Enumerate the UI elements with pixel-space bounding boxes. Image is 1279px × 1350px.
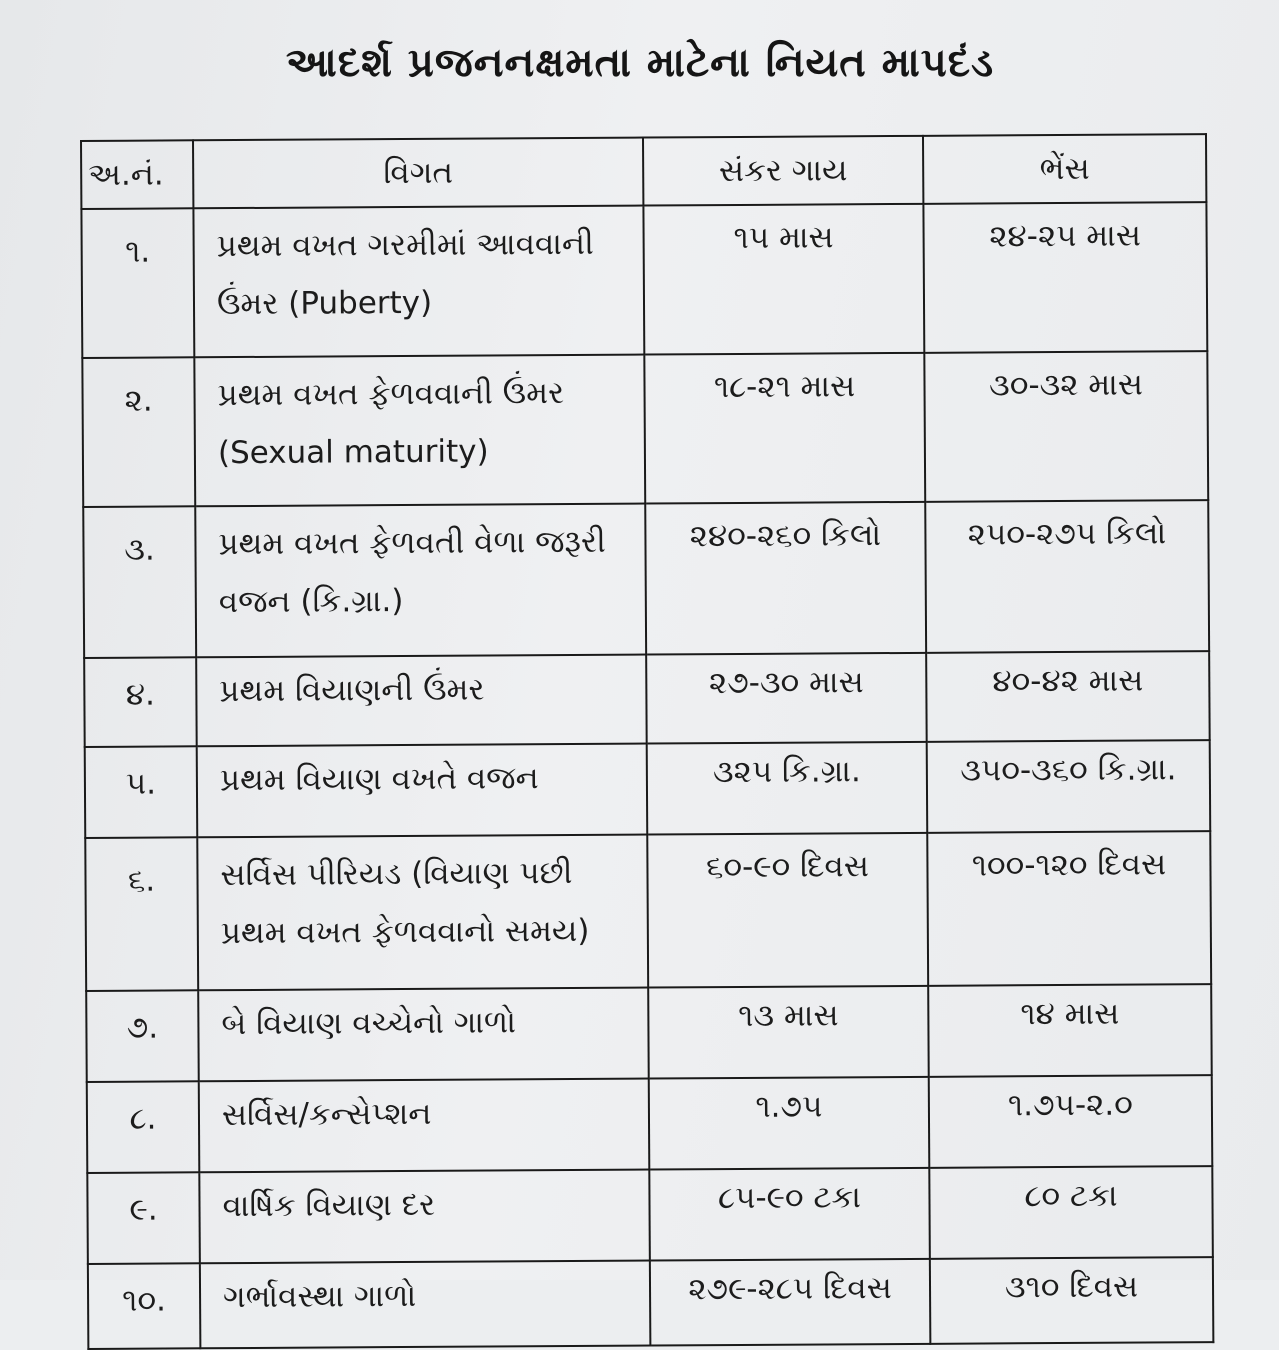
row-cow-value: ૨૭૯-૨૮૫ દિવસ [650,1259,931,1346]
row-number: ૮. [87,1081,200,1173]
row-number: ૪. [84,657,197,747]
table-row [83,500,1209,658]
row-detail: બે વિયાણ વચ્ચેનો ગાળો [198,988,649,1082]
row-cow-value: ૨૪૦-૨૬૦ કિલો [645,502,926,655]
row-cow-value: ૧૩ માસ [648,986,929,1079]
table-row [85,740,1211,838]
row-buffalo-value: ૩૦-૩૨ માસ [924,351,1208,502]
row-cow-value: ૩૨૫ કિ.ગ્રા. [647,742,928,835]
table-row [84,651,1210,747]
row-buffalo-value: ૧.૭૫-૨.૦ [929,1075,1213,1168]
table-header-row [81,134,1206,209]
row-buffalo-value: ૨૫૦-૨૭૫ કિલો [925,500,1209,653]
row-detail: પ્રથમ વખત ગરમીમાં આવવાની ઉંમર (Puberty) [193,206,644,358]
row-cow-value: ૨૭-૩૦ માસ [646,653,927,744]
table-row [86,984,1212,1082]
row-buffalo-value: ૩૫૦-૩૬૦ કિ.ગ્રા. [927,740,1211,833]
row-cow-value: ૮૫-૯૦ ટકા [649,1168,930,1261]
table-row [82,351,1208,507]
row-number: ૬. [85,837,198,991]
table-row [87,1166,1213,1264]
row-number: ૯. [87,1172,200,1264]
header-serial-number: અ.નં. [81,140,193,209]
row-detail: સર્વિસ/કન્સેપ્શન [199,1079,650,1173]
row-buffalo-value: ૮૦ ટકા [929,1166,1213,1259]
row-number: ૧. [81,208,194,358]
table-row [88,1257,1213,1349]
page-title: આદર્શ પ્રજનનક્ષમતા માટેના નિયત માપદંડ [285,40,995,86]
row-number: ૭. [86,990,199,1082]
table-row [81,202,1207,358]
row-number: ૩. [83,506,196,658]
row-buffalo-value: ૧૦૦-૧૨૦ દિવસ [927,831,1211,986]
row-detail: સર્વિસ પીરિયડ (વિયાણ પછી પ્રથમ વખત ફેળવવાનો સમય) [197,835,648,991]
row-cow-value: ૧૮-૨૧ માસ [644,353,925,504]
row-cow-value: ૧૫ માસ [643,204,924,355]
row-buffalo-value: ૩૧૦ દિવસ [930,1257,1214,1344]
fertility-criteria-table [80,133,1214,1350]
row-buffalo-value: ૪૦-૪૨ માસ [926,651,1210,742]
header-crossbred-cow: સંકર ગાય [643,136,923,206]
row-number: ૫. [85,746,198,838]
row-number: ૨. [82,357,195,507]
row-detail: પ્રથમ વિયાણ વખતે વજન [197,744,648,838]
header-buffalo: ભેંસ [923,134,1206,204]
row-buffalo-value: ૧૪ માસ [928,984,1212,1077]
row-detail: પ્રથમ વિયાણની ઉંમર [196,655,647,747]
row-detail: ગર્ભાવસ્થા ગાળો [200,1261,651,1349]
row-number: ૧૦. [88,1263,201,1349]
row-detail: પ્રથમ વખત ફેળવવાની ઉંમર (Sexual maturity) [194,355,645,507]
row-detail: વાર્ષિક વિયાણ દર [199,1170,650,1264]
row-cow-value: ૬૦-૯૦ દિવસ [647,833,928,988]
table-row [85,831,1211,991]
row-buffalo-value: ૨૪-૨૫ માસ [923,202,1207,353]
row-detail: પ્રથમ વખત ફેળવતી વેળા જરૂરી વજન (કિ.ગ્રા.) [195,504,646,658]
table-row [87,1075,1213,1173]
row-cow-value: ૧.૭૫ [649,1077,930,1170]
header-detail: વિગત [193,138,643,209]
